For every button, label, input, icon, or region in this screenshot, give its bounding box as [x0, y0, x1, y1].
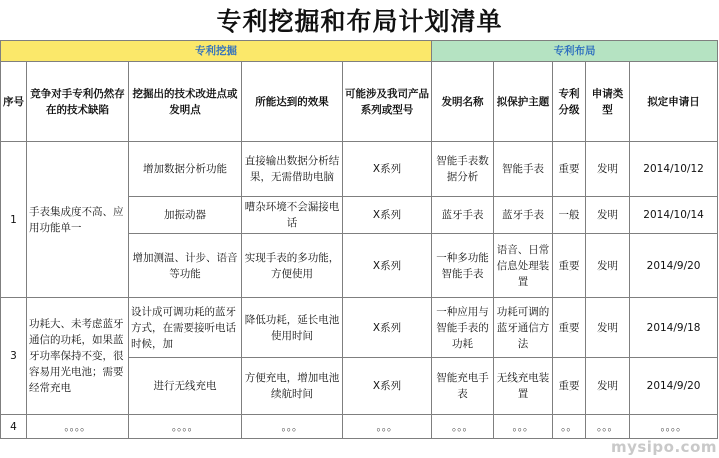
- header-product: 可能涉及我司产品系列或型号: [343, 62, 432, 142]
- grade-cell: 一般: [553, 197, 586, 234]
- header-date: 拟定申请日: [630, 62, 718, 142]
- type-cell: 。。。: [586, 415, 630, 439]
- protect-subject-cell: 智能手表: [494, 142, 553, 197]
- product-cell: X系列: [343, 298, 432, 358]
- header-improvement: 挖掘出的技术改进点或发明点: [129, 62, 242, 142]
- type-cell: 发明: [586, 142, 630, 197]
- effect-cell: 降低功耗，延长电池使用时间: [242, 298, 343, 358]
- section-header-row: [1, 41, 718, 62]
- header-protect-subject: 拟保护主题: [494, 62, 553, 142]
- date-cell: 。。。。: [630, 415, 718, 439]
- header-effect: 所能达到的效果: [242, 62, 343, 142]
- effect-cell: 方便充电，增加电池续航时间: [242, 358, 343, 415]
- invention-name-cell: 。。。: [432, 415, 494, 439]
- effect-cell: 直接输出数据分析结果，无需借助电脑: [242, 142, 343, 197]
- patent-plan-table: [0, 40, 718, 439]
- protect-subject-cell: 无线充电装置: [494, 358, 553, 415]
- protect-subject-cell: 功耗可调的蓝牙通信方法: [494, 298, 553, 358]
- improvement-cell: 增加测温、计步、语音等功能: [129, 234, 242, 298]
- invention-name-cell: 蓝牙手表: [432, 197, 494, 234]
- date-cell: 2014/10/12: [630, 142, 718, 197]
- improvement-cell: 增加数据分析功能: [129, 142, 242, 197]
- effect-cell: 实现手表的多功能，方便使用: [242, 234, 343, 298]
- header-no: 序号: [1, 62, 27, 142]
- grade-cell: 重要: [553, 142, 586, 197]
- header-defect: 竞争对手专利仍然存在的技术缺陷: [27, 62, 129, 142]
- grade-cell: 。。: [553, 415, 586, 439]
- header-invention-name: 发明名称: [432, 62, 494, 142]
- defect-cell: 功耗大、未考虑蓝牙通信的功耗，如果蓝牙功率保持不变，很容易用光电池；需要经常充电: [27, 298, 129, 415]
- product-cell: 。。。: [343, 415, 432, 439]
- grade-cell: 重要: [553, 298, 586, 358]
- table-row: [1, 142, 718, 197]
- protect-subject-cell: 。。。: [494, 415, 553, 439]
- date-cell: 2014/9/18: [630, 298, 718, 358]
- site-watermark: mysipo.com: [610, 438, 717, 456]
- protect-subject-cell: 蓝牙手表: [494, 197, 553, 234]
- header-type: 申请类型: [586, 62, 630, 142]
- product-cell: X系列: [343, 234, 432, 298]
- effect-cell: 。。。: [242, 415, 343, 439]
- row-number: 4: [1, 415, 27, 439]
- row-number: 3: [1, 298, 27, 415]
- date-cell: 2014/9/20: [630, 234, 718, 298]
- protect-subject-cell: 语音、日常信息处理装置: [494, 234, 553, 298]
- grade-cell: 重要: [553, 358, 586, 415]
- date-cell: 2014/10/14: [630, 197, 718, 234]
- header-grade: 专利分级: [553, 62, 586, 142]
- product-cell: X系列: [343, 358, 432, 415]
- invention-name-cell: 一种多功能智能手表: [432, 234, 494, 298]
- product-cell: X系列: [343, 197, 432, 234]
- type-cell: 发明: [586, 197, 630, 234]
- section-layout-header: 专利布局: [432, 41, 718, 62]
- improvement-cell: 设计成可调功耗的蓝牙方式，在需要接听电话时候，加: [129, 298, 242, 358]
- effect-cell: 嘈杂环境不会漏接电话: [242, 197, 343, 234]
- row-number: 1: [1, 142, 27, 298]
- improvement-cell: 进行无线充电: [129, 358, 242, 415]
- product-cell: X系列: [343, 142, 432, 197]
- table-row: [1, 415, 718, 439]
- type-cell: 发明: [586, 298, 630, 358]
- improvement-cell: 。。。。: [129, 415, 242, 439]
- date-cell: 2014/9/20: [630, 358, 718, 415]
- defect-cell: 。。。。: [27, 415, 129, 439]
- improvement-cell: 加振动器: [129, 197, 242, 234]
- grade-cell: 重要: [553, 234, 586, 298]
- type-cell: 发明: [586, 234, 630, 298]
- invention-name-cell: 智能充电手表: [432, 358, 494, 415]
- table-row: [1, 298, 718, 358]
- column-header-row: [1, 62, 718, 142]
- defect-cell: 手表集成度不高、应用功能单一: [27, 142, 129, 298]
- invention-name-cell: 智能手表数据分析: [432, 142, 494, 197]
- invention-name-cell: 一种应用与智能手表的功耗: [432, 298, 494, 358]
- sheet-title: 专利挖掘和布局计划清单: [216, 7, 503, 36]
- type-cell: 发明: [586, 358, 630, 415]
- section-mining-header: 专利挖掘: [1, 41, 432, 62]
